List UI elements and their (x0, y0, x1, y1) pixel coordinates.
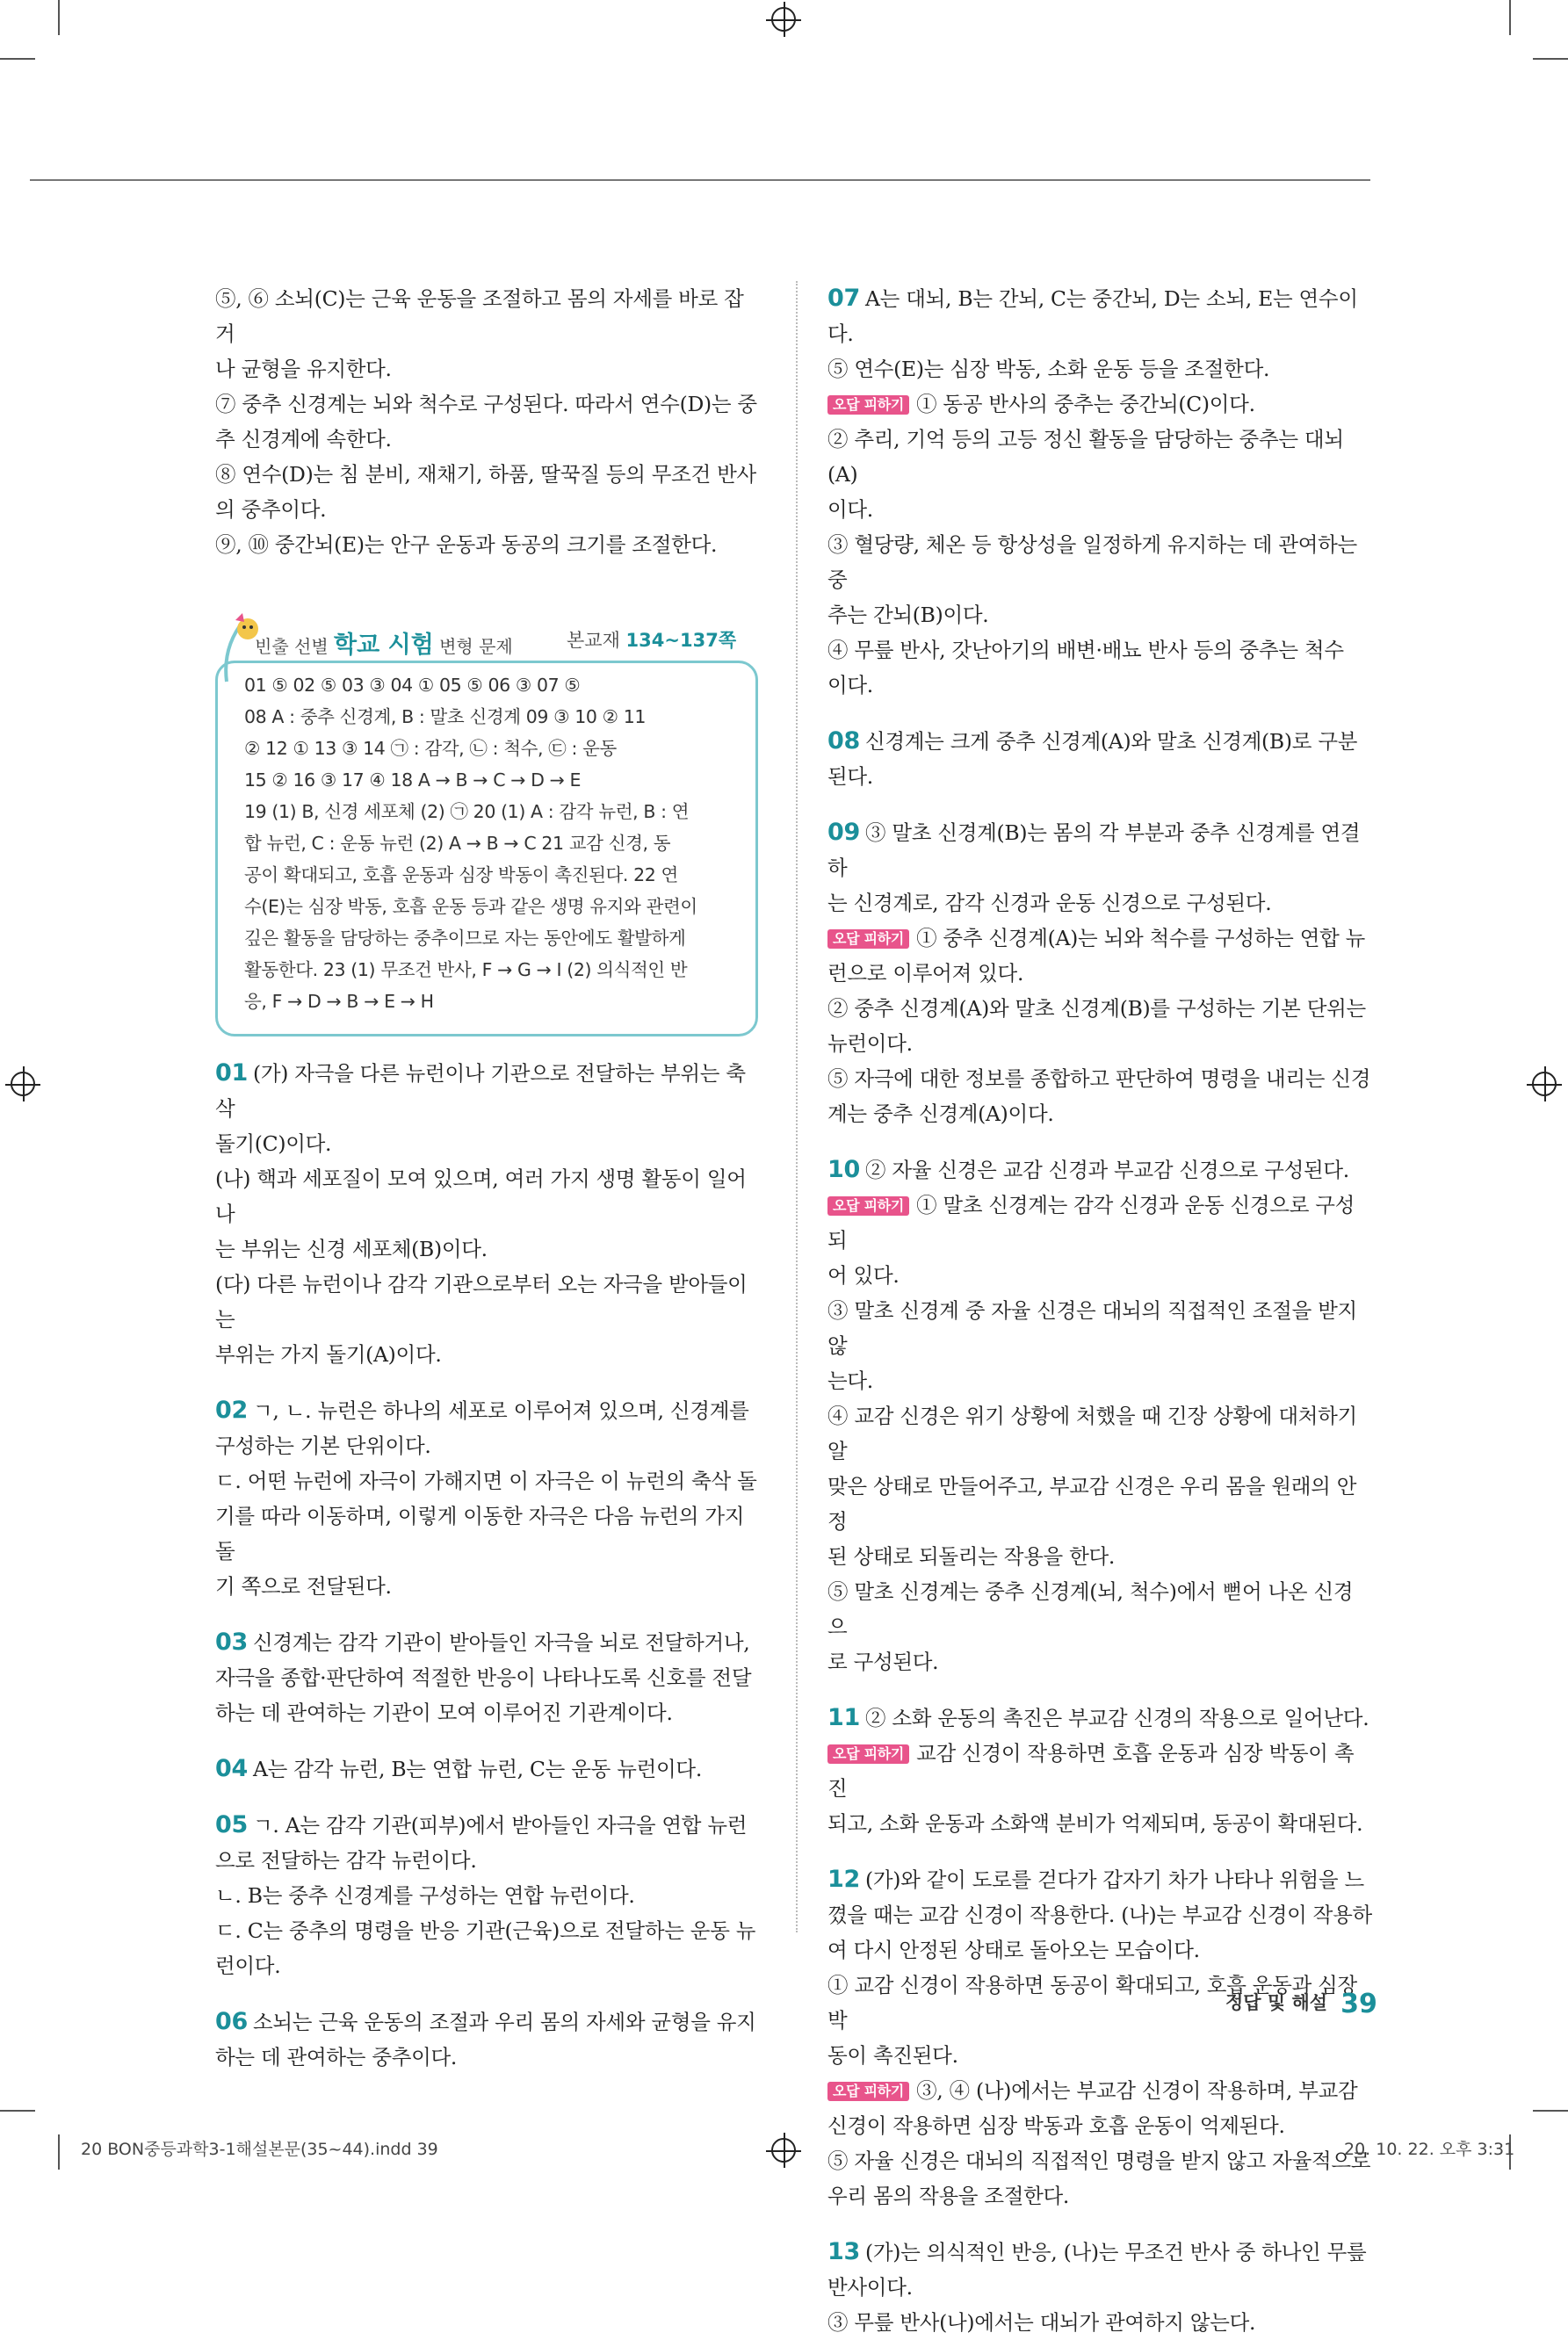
text-line (215, 281, 760, 351)
text-line (215, 1393, 760, 1428)
crop-mark (58, 0, 60, 35)
line-text: ⑤ 말초 신경계는 중추 신경계(뇌, 척수)에서 뻗어 나온 신경으 (827, 1579, 1354, 1639)
line-text: 어 있다. (827, 1263, 900, 1288)
text-line (827, 1398, 1372, 1469)
line-text: 동이 촉진된다. (827, 2043, 958, 2068)
text-line (827, 1644, 1372, 1679)
page-number: 39 (1340, 1989, 1377, 2019)
text-line (827, 2235, 1372, 2270)
column-divider (796, 281, 798, 1932)
text-line (215, 1913, 760, 1948)
line-text: 꼈을 때는 교감 신경이 작용한다. (나)는 부교감 신경이 작용하 (827, 1903, 1372, 1927)
text-line (827, 386, 1372, 422)
spacer (215, 1983, 760, 2004)
answer-summary-line: 깊은 활동을 담당하는 중추이므로 자는 동안에도 활발하게 (244, 928, 686, 949)
line-text: ① 동공 반사의 중추는 중간뇌(C)이다. (916, 392, 1255, 416)
question-number: 03 (215, 1629, 248, 1656)
question-number: 06 (215, 2008, 248, 2035)
registration-mark-icon (771, 2138, 796, 2163)
text-line (827, 668, 1372, 703)
left-column-answers (215, 1056, 760, 2075)
question-number: 10 (827, 1156, 860, 1183)
question-number: 05 (215, 1811, 248, 1838)
line-text: 이다. (827, 673, 873, 697)
line-text: 맞은 상태로 만들어주고, 부교감 신경은 우리 몸을 원래의 안정 (827, 1474, 1357, 1534)
line-text: 부위는 가지 돌기(A)이다. (215, 1342, 442, 1367)
answer-summary-line: 15 ② 16 ③ 17 ④ 18 A → B → C → D → E (244, 769, 582, 791)
box-title: 학교 시험 (334, 632, 434, 659)
answer-summary-line: 공이 확대되고, 호흡 운동과 심장 박동이 촉진된다. 22 연 (244, 864, 678, 885)
line-text: 반사이다. (827, 2275, 913, 2300)
line-text: 는 부위는 신경 세포체(B)이다. (215, 1237, 488, 1261)
line-text: 런으로 이루어져 있다. (827, 961, 1024, 986)
text-line (215, 1569, 760, 1604)
text-line (215, 1948, 760, 1983)
line-text: ㄷ. 어떤 뉴런에 자극이 가해지면 이 자극은 이 뉴런의 축삭 돌 (215, 1469, 757, 1493)
spacer (827, 1841, 1372, 1862)
text-line (827, 1806, 1372, 1841)
line-text: (가)와 같이 도로를 걷다가 갑자기 차가 나타나 위험을 느 (864, 1867, 1364, 1892)
text-line (827, 1574, 1372, 1644)
line-text: ② 소화 운동의 촉진은 부교감 신경의 작용으로 일어난다. (864, 1706, 1369, 1730)
spacer (827, 703, 1372, 724)
answer-summary-line: 수(E)는 심장 박동, 호흡 운동 등과 같은 생명 유지와 관련이 (244, 896, 697, 917)
line-text: ③, ④ (나)에서는 부교감 신경이 작용하며, 부교감 (916, 2078, 1358, 2103)
text-line (215, 1428, 760, 1463)
line-text: ③ 말초 신경계 중 자율 신경은 대뇌의 직접적인 조절을 받지 않 (827, 1298, 1357, 1358)
line-text: ③ 무릎 반사(나)에서는 대뇌가 관여하지 않는다. (827, 2310, 1256, 2335)
question-number: 07 (827, 285, 860, 312)
text-line (827, 2143, 1372, 2178)
text-line (215, 1751, 760, 1787)
slug-date: 20. 10. 22. 오후 3:31 (1344, 2140, 1515, 2159)
text-line (827, 885, 1372, 921)
line-text: 뉴런이다. (827, 1031, 913, 1056)
line-text: 는 신경계로, 감각 신경과 운동 신경으로 구성된다. (827, 891, 1272, 915)
line-text: 신경계는 감각 기관이 받아들인 자극을 뇌로 전달하거나, (252, 1630, 750, 1655)
text-line (827, 1701, 1372, 1736)
text-line (827, 1539, 1372, 1574)
answer-summary-line: 08 A : 중추 신경계, B : 말초 신경계 09 ③ 10 ② 11 (244, 706, 647, 727)
line-text: ⑧ 연수(D)는 침 분비, 재채기, 하품, 딸꾹질 등의 무조건 반사 (215, 462, 756, 487)
line-text: (다) 다른 뉴런이나 감각 기관으로부터 오는 자극을 받아들이는 (215, 1272, 748, 1332)
crop-mark (1533, 2110, 1568, 2112)
question-number: 02 (215, 1397, 248, 1424)
line-text: ④ 교감 신경은 위기 상황에 처했을 때 긴장 상황에 대처하기 알 (827, 1404, 1357, 1463)
answer-summary-line: 합 뉴런, C : 운동 뉴런 (2) A → B → C 21 교감 신경, 동 (244, 833, 671, 854)
right-column-answers (827, 281, 1372, 2340)
text-line (215, 351, 760, 386)
text-line (827, 2178, 1372, 2214)
line-text: 소뇌는 근육 운동의 조절과 우리 몸의 자세와 균형을 유지 (252, 2010, 756, 2034)
wrong-answer-tag: 오답 피하기 (827, 2082, 909, 2101)
box-title-suffix: 변형 문제 (439, 636, 513, 657)
text-line (827, 724, 1372, 794)
line-text: ② 추리, 기억 등의 고등 정신 활동을 담당하는 중추는 대뇌(A) (827, 427, 1344, 487)
line-text: ⑦ 중추 신경계는 뇌와 척수로 구성된다. 따라서 연수(D)는 중 (215, 392, 757, 416)
footer-section: 정답 및 해설 (1225, 1992, 1328, 2013)
text-line (827, 2270, 1372, 2305)
text-line (215, 1499, 760, 1569)
text-line (215, 1843, 760, 1878)
line-text: 신경이 작용하면 심장 박동과 호흡 운동이 억제된다. (827, 2113, 1285, 2138)
page-footer (1225, 1989, 1377, 2019)
line-text: ⑤, ⑥ 소뇌(C)는 근육 운동을 조절하고 몸의 자세를 바로 잡거 (215, 286, 744, 346)
line-text: ⑤ 자극에 대한 정보를 종합하고 판단하여 명령을 내리는 신경 (827, 1066, 1371, 1091)
question-number: 08 (827, 727, 860, 755)
text-line (215, 2004, 760, 2040)
line-text: 신경계는 크게 중추 신경계(A)와 말초 신경계(B)로 구분된다. (827, 729, 1358, 789)
text-line (215, 2040, 760, 2075)
wrong-answer-tag: 오답 피하기 (827, 1744, 909, 1764)
line-text: 구성하는 기본 단위이다. (215, 1434, 431, 1458)
line-text: 돌기(C)이다. (215, 1131, 332, 1156)
wrong-answer-tag: 오답 피하기 (827, 1196, 909, 1216)
text-line (827, 597, 1372, 632)
text-line (827, 815, 1372, 885)
line-text: 로 구성된다. (827, 1650, 939, 1674)
text-line (827, 956, 1372, 991)
answer-summary-line: 활동한다. 23 (1) 무조건 반사, F → G → I (2) 의식적인 반 (244, 959, 688, 980)
text-line (827, 527, 1372, 597)
text-line (827, 921, 1372, 956)
text-line (215, 492, 760, 527)
line-text: ④ 무릎 반사, 갓난아기의 배변·배뇨 반사 등의 중추는 척수 (827, 638, 1344, 662)
line-text: 하는 데 관여하는 중추이다. (215, 2045, 458, 2069)
spacer (827, 794, 1372, 815)
text-line (215, 1126, 760, 1161)
text-line (827, 2038, 1372, 2073)
text-line (827, 1862, 1372, 1897)
text-line (215, 1267, 760, 1337)
spacer (827, 1679, 1372, 1701)
line-text: ① 말초 신경계는 감각 신경과 운동 신경으로 구성되 (827, 1193, 1355, 1253)
box-reference (567, 626, 736, 653)
text-line (827, 2073, 1372, 2108)
box-heading (255, 625, 513, 660)
text-line (827, 1293, 1372, 1363)
line-text: 이다. (827, 497, 873, 522)
header-rule (30, 179, 1370, 181)
spacer (215, 1372, 760, 1393)
text-line (827, 1258, 1372, 1293)
text-line (215, 457, 760, 492)
spacer (827, 2214, 1372, 2235)
crop-mark (1533, 58, 1568, 60)
crop-mark (0, 2110, 35, 2112)
spacer (827, 1131, 1372, 1152)
line-text: 의 중추이다. (215, 497, 327, 522)
text-line (215, 1695, 760, 1730)
line-text: (가)는 의식적인 반응, (나)는 무조건 반사 중 하나인 무릎 (864, 2240, 1367, 2264)
crop-mark (1509, 0, 1511, 35)
text-line (215, 1231, 760, 1267)
text-line (215, 386, 760, 422)
text-line (827, 1897, 1372, 1932)
box-ref-label: 본교재 (567, 630, 620, 651)
text-line (827, 1363, 1372, 1398)
text-line (827, 1932, 1372, 1968)
answer-summary-list (244, 669, 736, 1017)
text-line (215, 1660, 760, 1695)
text-line (215, 1161, 760, 1231)
text-line (215, 1808, 760, 1843)
line-text: ㄷ. C는 중추의 명령을 반응 기관(근육)으로 전달하는 운동 뉴 (215, 1918, 756, 1943)
text-line (827, 2108, 1372, 2143)
line-text: 교감 신경이 작용하면 호흡 운동과 심장 박동이 촉진 (827, 1741, 1355, 1801)
question-number: 01 (215, 1059, 248, 1087)
question-number: 09 (827, 819, 860, 846)
line-text: 기 쪽으로 전달된다. (215, 1574, 392, 1599)
text-line (827, 1736, 1372, 1806)
text-line (827, 991, 1372, 1026)
line-text: ㄴ. B는 중추 신경계를 구성하는 연합 뉴런이다. (215, 1883, 635, 1908)
text-line (215, 1056, 760, 1126)
line-text: 하는 데 관여하는 기관이 모여 이루어진 기관계이다. (215, 1701, 673, 1725)
line-text: ⑤ 연수(E)는 심장 박동, 소화 운동 등을 조절한다. (827, 357, 1270, 381)
line-text: 추는 간뇌(B)이다. (827, 603, 989, 627)
line-text: ③ 혈당량, 체온 등 항상성을 일정하게 유지하는 데 관여하는 중 (827, 532, 1357, 592)
question-number: 12 (827, 1866, 860, 1893)
spacer (215, 1730, 760, 1751)
line-text: ① 교감 신경이 작용하면 동공이 확대되고, 호흡 운동과 심장 박 (827, 1973, 1357, 2033)
answer-summary-line: ② 12 ① 13 ③ 14 ㉠ : 감각, ㉡ : 척수, ㉢ : 운동 (244, 738, 617, 759)
text-line (827, 492, 1372, 527)
line-text: 나 균형을 유지한다. (215, 357, 392, 381)
answer-summary-line: 01 ⑤ 02 ⑤ 03 ③ 04 ① 05 ⑤ 06 ③ 07 ⑤ (244, 675, 581, 696)
text-line (827, 422, 1372, 492)
text-line (215, 1463, 760, 1499)
text-line (215, 422, 760, 457)
text-line (215, 527, 760, 562)
line-text: ③ 말초 신경계(B)는 몸의 각 부분과 중추 신경계를 연결하 (827, 820, 1361, 880)
line-text: ㄱ. A는 감각 기관(피부)에서 받아들인 자극을 연합 뉴런 (252, 1813, 748, 1838)
line-text: (가) 자극을 다른 뉴런이나 기관으로 전달하는 부위는 축삭 (215, 1061, 746, 1121)
spacer (215, 1787, 760, 1808)
text-line (827, 351, 1372, 386)
text-line (827, 1061, 1372, 1096)
crop-mark (0, 58, 35, 60)
line-text: ② 자율 신경은 교감 신경과 부교감 신경으로 구성된다. (864, 1158, 1349, 1182)
text-line (827, 1026, 1372, 1061)
line-text: A는 감각 뉴런, B는 연합 뉴런, C는 운동 뉴런이다. (252, 1757, 702, 1781)
text-line (215, 1337, 760, 1372)
line-text: 계는 중추 신경계(A)이다. (827, 1101, 1054, 1126)
text-line (827, 1188, 1372, 1258)
line-text: 되고, 소화 운동과 소화액 분비가 억제되며, 동공이 확대된다. (827, 1811, 1363, 1836)
answer-summary-line: 19 (1) B, 신경 세포체 (2) ㉠ 20 (1) A : 감각 뉴런, B : 연 (244, 801, 690, 822)
answer-summary-line: 응, F → D → B → E → H (244, 991, 434, 1012)
box-subtitle: 빈출 선별 (255, 636, 329, 657)
line-text: ㄱ, ㄴ. 뉴런은 하나의 세포로 이루어져 있으며, 신경계를 (252, 1398, 749, 1423)
line-text: ⑨, ⑩ 중간뇌(E)는 안구 운동과 동공의 크기를 조절한다. (215, 532, 718, 557)
text-line (215, 1625, 760, 1660)
left-column-intro (215, 281, 760, 562)
line-text: 우리 몸의 작용을 조절한다. (827, 2184, 1070, 2208)
question-number: 13 (827, 2238, 860, 2265)
text-line (827, 632, 1372, 668)
registration-mark-icon (11, 1072, 35, 1096)
line-text: 된 상태로 되돌리는 작용을 한다. (827, 1544, 1116, 1569)
slug-filename: 20 BON중등과학3-1해설본문(35~44).indd 39 (81, 2140, 438, 2159)
registration-mark-icon (1532, 1072, 1557, 1096)
text-line (827, 1096, 1372, 1131)
line-text: ⑤ 자율 신경은 대뇌의 직접적인 명령을 받지 않고 자율적으로 (827, 2149, 1371, 2173)
text-line (827, 281, 1372, 351)
question-number: 04 (215, 1755, 248, 1782)
wrong-answer-tag: 오답 피하기 (827, 395, 909, 415)
line-text: A는 대뇌, B는 간뇌, C는 중간뇌, D는 소뇌, E는 연수이다. (827, 286, 1358, 346)
crop-mark (58, 2134, 60, 2170)
text-line (827, 1152, 1372, 1188)
line-text: 런이다. (215, 1954, 281, 1978)
line-text: 는다. (827, 1369, 873, 1393)
line-text: ① 중추 신경계(A)는 뇌와 척수를 구성하는 연합 뉴 (916, 926, 1366, 950)
question-number: 11 (827, 1704, 860, 1731)
line-text: 기를 따라 이동하며, 이렇게 이동한 자극은 다음 뉴런의 가지 돌 (215, 1504, 745, 1564)
registration-mark-icon (771, 7, 796, 32)
text-line (215, 1878, 760, 1913)
wrong-answer-tag: 오답 피하기 (827, 929, 909, 949)
line-text: 으로 전달하는 감각 뉴런이다. (215, 1848, 477, 1873)
line-text: 자극을 종합·판단하여 적절한 반응이 나타나도록 신호를 전달 (215, 1665, 752, 1690)
line-text: 여 다시 안정된 상태로 돌아오는 모습이다. (827, 1938, 1200, 1962)
text-line (827, 2305, 1372, 2340)
spacer (215, 1604, 760, 1625)
line-text: ② 중추 신경계(A)와 말초 신경계(B)를 구성하는 기본 단위는 (827, 996, 1366, 1021)
line-text: 추 신경계에 속한다. (215, 427, 392, 451)
text-line (827, 1469, 1372, 1539)
box-ref-pages: 134~137쪽 (625, 630, 737, 651)
line-text: (나) 핵과 세포질이 모여 있으며, 여러 가지 생명 활동이 일어나 (215, 1166, 747, 1226)
